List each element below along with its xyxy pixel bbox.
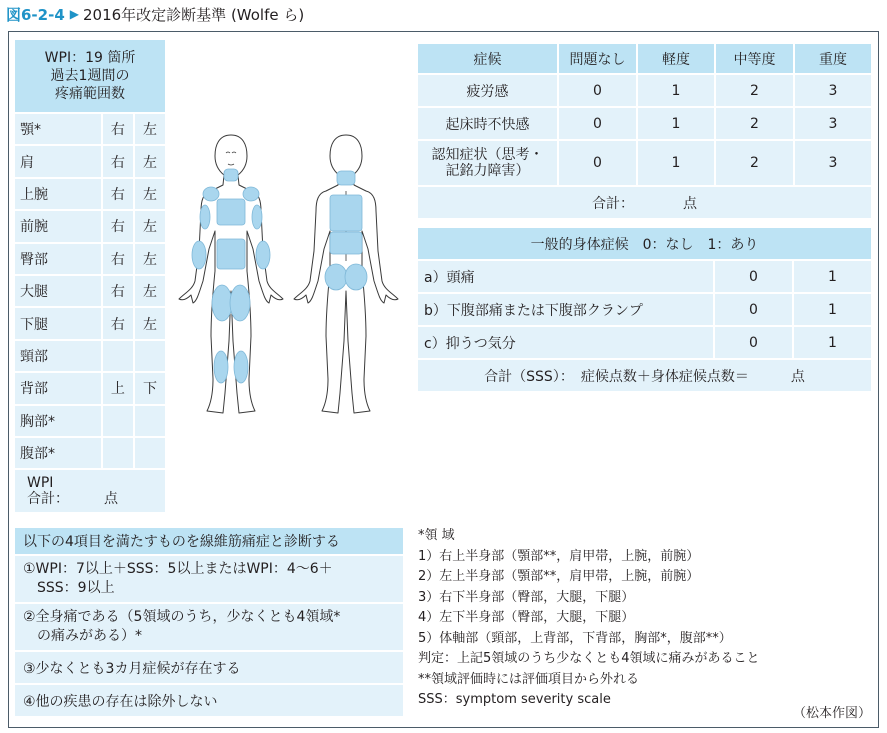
region-neck [337,171,355,185]
table-row: 下腿 右 左 [15,308,165,338]
table-row: 認知症状（思考・ 記銘力障害） 0 1 2 3 [418,141,871,185]
region-upperarm-r [200,205,210,229]
table-row: 顎* 右 左 [15,114,165,144]
table-row: 肩 右 左 [15,146,165,176]
region-thigh-r [212,285,232,321]
table-row: 上腕 右 左 [15,179,165,209]
table-row: a）頭痛 0 1 [418,261,871,292]
region-chest [217,199,245,225]
table-row: 臀部 右 左 [15,244,165,274]
figure-title [6,3,304,25]
body-diagram [171,131,409,426]
table-row: b）下腹部痛または下腹部クランプ 0 1 [418,294,871,325]
wpi-header: WPI：19 箇所 過去1週間の 疼痛範囲数 [15,40,165,112]
general-symptom-table [416,226,873,393]
table-row: 大腿 右 左 [15,276,165,306]
list-item: ①WPI：7以上＋SSS：5以上またはWPI：4～6＋ SSS：9以上 [15,556,403,602]
region-thigh-l [230,285,250,321]
region-shoulder-r [203,187,219,201]
table-row: 頸部 [15,341,165,371]
table-row: 背部 上 下 [15,373,165,403]
region-forearm-l [256,241,270,269]
region-lowerleg-l [234,351,248,383]
figure-caption: 2016年改定診断基準 (Wolfe ら) [83,5,305,24]
symptom-total: 合計： 点 [418,187,871,218]
table-row: c）抑うつ気分 0 1 [418,327,871,358]
list-item: ④他の疾患の存在は除外しない [15,685,403,716]
table-row: 腹部* [15,438,165,468]
region-upper-back [330,195,362,231]
table-row: 胸部* [15,406,165,436]
triangle-icon: ▶ [69,7,79,21]
region-shoulder-l [243,187,259,201]
general-total: 合計（SSS）： 症候点数＋身体症候点数＝ 点 [418,360,871,391]
region-buttock-r [325,264,347,290]
table-row: 前腕 右 左 [15,211,165,241]
symptom-table: 症候 問題なし 軽度 中等度 重度 疲労感 0 1 2 3 起床時不快感 0 1 2 3 認知症状（思考・ 記銘力障害） 0 1 2 3 合計： 点 [416,42,873,220]
table-row: 疲労感 0 1 2 3 [418,75,871,106]
wpi-table [13,38,167,514]
region-forearm-r [192,241,206,269]
region-upperarm-l [252,205,262,229]
list-item: ③少なくとも3カ月症候が存在する [15,652,403,683]
figure-credit: （松本作図） [792,706,871,721]
table-row: 起床時不快感 0 1 2 3 [418,108,871,139]
region-lower-back [330,232,362,254]
criteria-table [13,526,405,718]
region-buttock-l [345,264,367,290]
wpi-total: WPI 合計： 点 [15,470,165,512]
region-abdomen [217,239,245,269]
general-header: 一般的身体症候 0：なし 1：あり [418,228,871,259]
list-item: ②全身痛である（5領域のうち，少なくとも4領域* の痛みがある）* [15,604,403,650]
criteria-header: 以下の4項目を満たすものを線維筋痛症と診断する [15,528,403,554]
region-jaw [224,169,238,181]
region-notes: *領 域 1）右上半身部（顎部**，肩甲帯，上腕，前腕） 2）左上半身部（顎部**，肩甲帯，上腕，前腕） 3）右下半身部（臀部，大腿，下腿） 4）左下半身部（臀部，大腿，下腿） 5）体軸部（頸部，上背部，下背部，胸部*，腹部**） 判定：上記5領域のうち少なくとも4領域に痛みがあること **領域評価時には評価項目から外れる SSS：symptom severity scale [418,528,760,707]
figure-number: 図6-2-4 [6,5,65,24]
region-lowerleg-r [214,351,228,383]
